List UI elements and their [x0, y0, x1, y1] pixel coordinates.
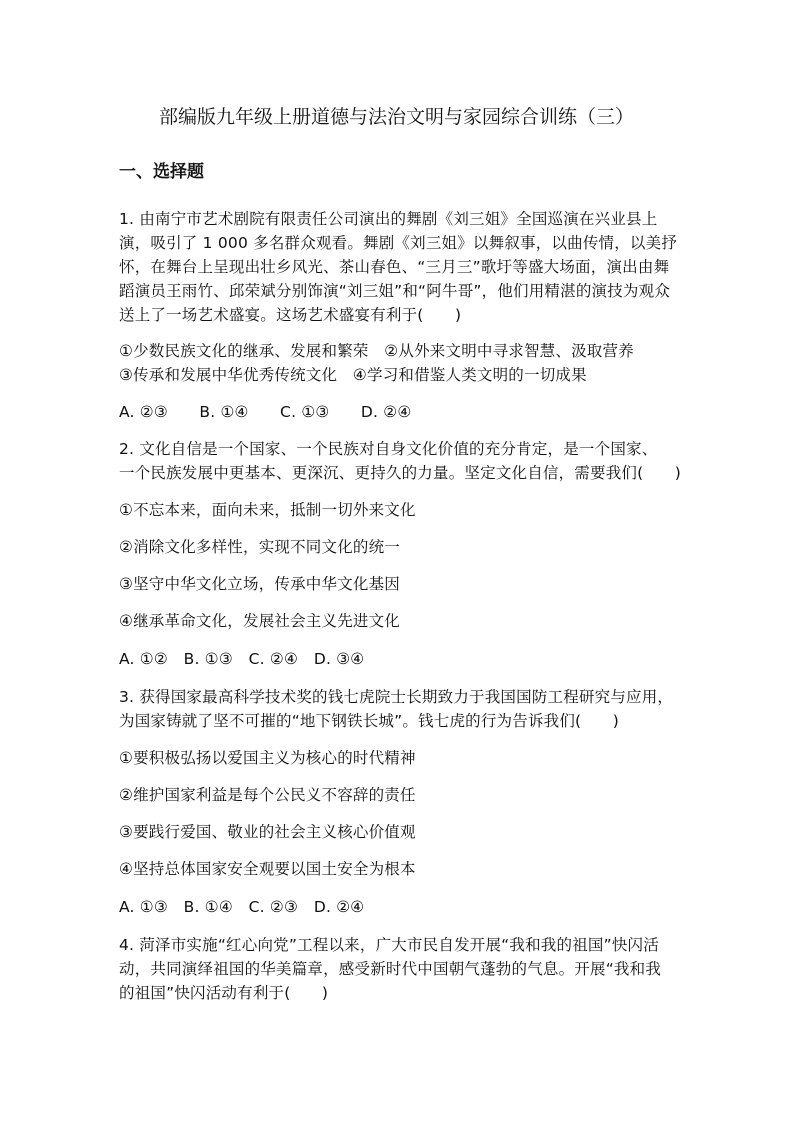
q3-answers: A. ①③ B. ①④ C. ②③ D. ②④: [119, 898, 365, 916]
q1-stem-line: 怀，在舞台上呈现出壮乡风光、茶山春色、“三月三”歌圩等盛大场面，演出由舞: [119, 258, 670, 276]
q2-option-line: ②消除文化多样性，实现不同文化的统一: [119, 538, 400, 556]
q1-answers: A. ②③ B. ①④ C. ①③ D. ②④: [119, 403, 412, 421]
q2-option-line: ④继承革命文化，发展社会主义先进文化: [119, 612, 400, 630]
q3-option-line: ②维护国家利益是每个公民义不容辞的责任: [119, 786, 416, 804]
q4-stem-line: 动，共同演绎祖国的华美篇章，感受新时代中国朝气蓬勃的气息。开展“我和我: [119, 960, 662, 978]
q1-option-line: ①少数民族文化的继承、发展和繁荣 ②从外来文明中寻求智慧、汲取营养: [119, 342, 634, 360]
q2-answers: A. ①② B. ①③ C. ②④ D. ③④: [119, 650, 365, 668]
q2-stem-line: 一个民族发展中更基本、更深沉、更持久的力量。坚定文化自信，需要我们( ): [119, 464, 681, 482]
q1-stem-line: 送上了一场艺术盛宴。这场艺术盛宴有利于( ): [119, 306, 462, 324]
document-title: 部编版九年级上册道德与法治文明与家园综合训练（三）: [158, 106, 634, 128]
q4-stem-line: 4. 菏泽市实施“红心向党”工程以来，广大市民自发开展“我和我的祖国”快闪活: [119, 936, 659, 954]
q1-stem-line: 演，吸引了 1 000 多名群众观看。舞剧《刘三姐》以舞叙事，以曲传情，以美抒: [119, 234, 678, 252]
q3-option-line: ④坚持总体国家安全观要以国土安全为根本: [119, 860, 416, 878]
q4-stem-line: 的祖国”快闪活动有利于( ): [119, 984, 329, 1002]
q3-option-line: ③要践行爱国、敬业的社会主义核心价值观: [119, 823, 416, 841]
q1-stem-line: 蹈演员王雨竹、邱荣斌分别饰演“刘三姐”和“阿牛哥”，他们用精湛的演技为观众: [119, 282, 671, 300]
section-heading: 一、选择题: [119, 162, 204, 182]
q2-option-line: ③坚守中华文化立场，传承中华文化基因: [119, 575, 400, 593]
q1-stem-line: 1. 由南宁市艺术剧院有限责任公司演出的舞剧《刘三姐》全国巡演在兴业县上: [119, 210, 658, 228]
q2-option-line: ①不忘本来，面向未来，抵制一切外来文化: [119, 501, 416, 519]
q3-stem-line: 为国家铸就了坚不可摧的“地下钢铁长城”。钱七虎的行为告诉我们( ): [119, 712, 619, 730]
q2-stem-line: 2. 文化自信是一个国家、一个民族对自身文化价值的充分肯定，是一个国家、: [119, 440, 658, 458]
q3-option-line: ①要积极弘扬以爱国主义为核心的时代精神: [119, 749, 416, 767]
q1-option-line: ③传承和发展中华优秀传统文化 ④学习和借鉴人类文明的一切成果: [119, 366, 587, 384]
q3-stem-line: 3. 获得国家最高科学技术奖的钱七虎院士长期致力于我国国防工程研究与应用，: [119, 688, 674, 706]
